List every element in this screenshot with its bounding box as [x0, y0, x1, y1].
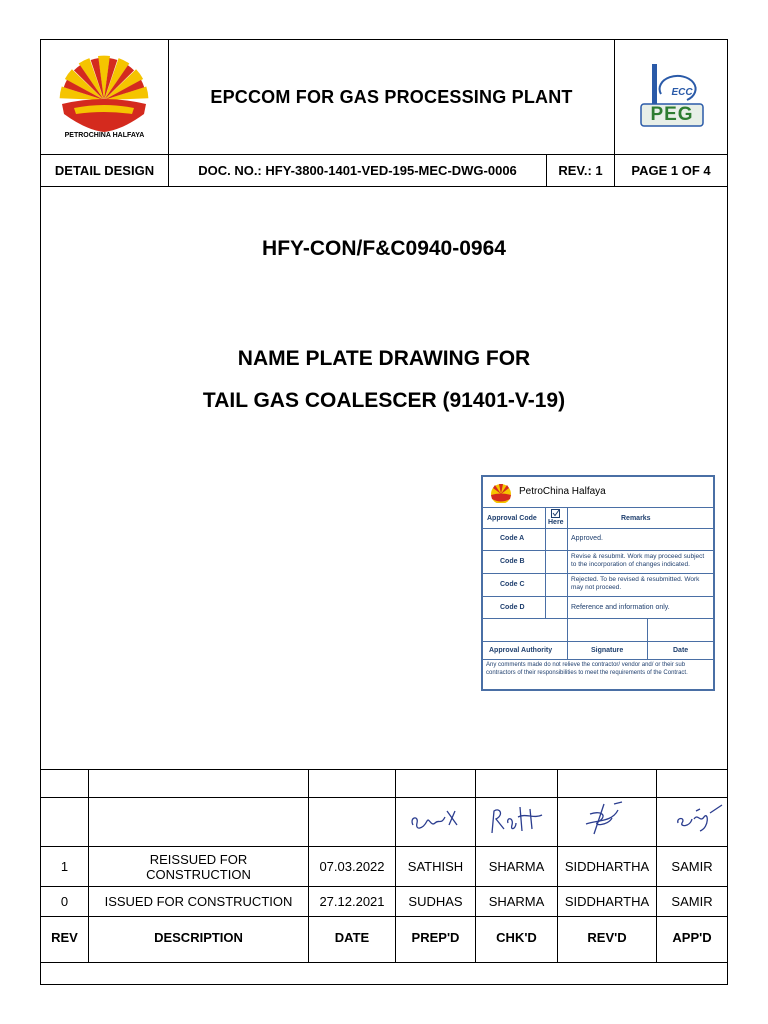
- stamp-rule: [483, 641, 713, 642]
- header-date: DATE: [334, 929, 370, 945]
- revision-table-top-rule: [40, 769, 728, 770]
- stamp-rule: [483, 659, 713, 660]
- reference-number: HFY-CON/F&C0940-0964: [262, 237, 506, 260]
- revision-1-prepared: SATHISH: [407, 859, 464, 874]
- document-number: DOC. NO.: HFY-3800-1401-VED-195-MEC-DWG-0006: [198, 163, 517, 178]
- revision-1-number: 1: [60, 859, 69, 874]
- stamp-logo-icon: [488, 481, 514, 503]
- header-prepared: PREP'D: [411, 929, 460, 945]
- revision-0-prepared: SUDHAS: [408, 894, 463, 909]
- revision-0-date: 27.12.2021: [319, 894, 385, 909]
- stamp-col-rule: [567, 507, 568, 618]
- prepared-signature-icon: [405, 803, 467, 839]
- revision-1-description: REISSUED FOR CONSTRUCTION: [146, 851, 251, 882]
- stamp-here-header: Here: [548, 519, 564, 526]
- info-row-bottom-rule: [40, 186, 728, 187]
- revision-0-checked: SHARMA: [488, 894, 545, 909]
- contractor-logo-text: PEG: [650, 104, 694, 125]
- stamp-remark-c: Rejected. To be revised & resubmitted. Work may not proceed.: [571, 576, 700, 591]
- approved-signature-icon: [670, 801, 726, 839]
- stamp-remark-a: Approved.: [571, 535, 603, 542]
- stamp-rule: [483, 550, 713, 551]
- stamp-rule: [483, 528, 713, 529]
- drawing-title-line1: NAME PLATE DRAWING FOR: [237, 347, 531, 370]
- header-rev: REV: [51, 929, 78, 945]
- header-reviewed: REV'D: [587, 929, 627, 945]
- stamp-rule: [483, 596, 713, 597]
- revision-0-number: 0: [60, 894, 69, 909]
- stamp-signature-label: Signature: [591, 647, 624, 654]
- revision-0-approved: SAMIR: [671, 894, 713, 909]
- stamp-rule: [483, 573, 713, 574]
- stamp-code-d: Code D: [500, 604, 525, 611]
- revision-number: REV.: 1: [558, 163, 603, 178]
- stamp-remark-d: Reference and information only.: [571, 604, 670, 611]
- stamp-code-b: Code B: [500, 558, 525, 565]
- contractor-logo-small-text: ECC: [671, 86, 693, 98]
- stamp-remarks-header: Remarks: [621, 515, 651, 522]
- stamp-approval-authority: Approval Authority: [489, 647, 553, 654]
- stamp-col-rule: [647, 618, 648, 659]
- page-number: PAGE 1 OF 4: [631, 163, 711, 178]
- revision-0-reviewed: SIDDHARTHA: [564, 894, 650, 909]
- checkbox-icon: [551, 509, 561, 518]
- checked-signature-icon: [484, 803, 548, 839]
- stamp-rule: [483, 507, 713, 508]
- revision-0-description: ISSUED FOR CONSTRUCTION: [104, 894, 293, 909]
- revision-1-date: 07.03.2022: [319, 859, 385, 874]
- approval-stamp: [481, 475, 715, 691]
- stamp-remark-b: Revise & resubmit. Work may proceed subject to the incorporation of changes indicated.: [571, 553, 705, 568]
- stamp-code-a: Code A: [500, 535, 525, 542]
- stamp-company-name: PetroChina Halfaya: [519, 486, 606, 497]
- stamp-approval-code-header: Approval Code: [487, 515, 537, 522]
- header-checked: CHK'D: [496, 929, 537, 945]
- revision-table-bottom-rule: [40, 962, 728, 963]
- design-phase: DETAIL DESIGN: [54, 163, 155, 178]
- stamp-disclaimer: Any comments made do not relieve the contractor/ vendor and/ or their sub contractors of their responsibilities to meet the requirements of the Contract.: [486, 662, 688, 676]
- revision-1-approved: SAMIR: [671, 859, 713, 874]
- drawing-title-line2: TAIL GAS COALESCER (91401-V-19): [202, 389, 566, 412]
- reviewed-signature-icon: [578, 800, 636, 840]
- stamp-date-label: Date: [673, 647, 689, 654]
- header-approved: APP'D: [672, 929, 712, 945]
- stamp-rule: [483, 618, 713, 619]
- revision-1-checked: SHARMA: [488, 859, 545, 874]
- project-title: EPCCOM FOR GAS PROCESSING PLANT: [210, 86, 573, 107]
- stamp-col-rule: [545, 507, 546, 618]
- header-description: DESCRIPTION: [154, 929, 243, 945]
- revision-1-reviewed: SIDDHARTHA: [564, 859, 650, 874]
- stamp-code-c: Code C: [500, 581, 525, 588]
- revision-row-rule: [40, 797, 728, 798]
- stamp-col-rule: [567, 618, 568, 659]
- client-logo-text: PETROCHINA HALFAYA: [64, 131, 145, 139]
